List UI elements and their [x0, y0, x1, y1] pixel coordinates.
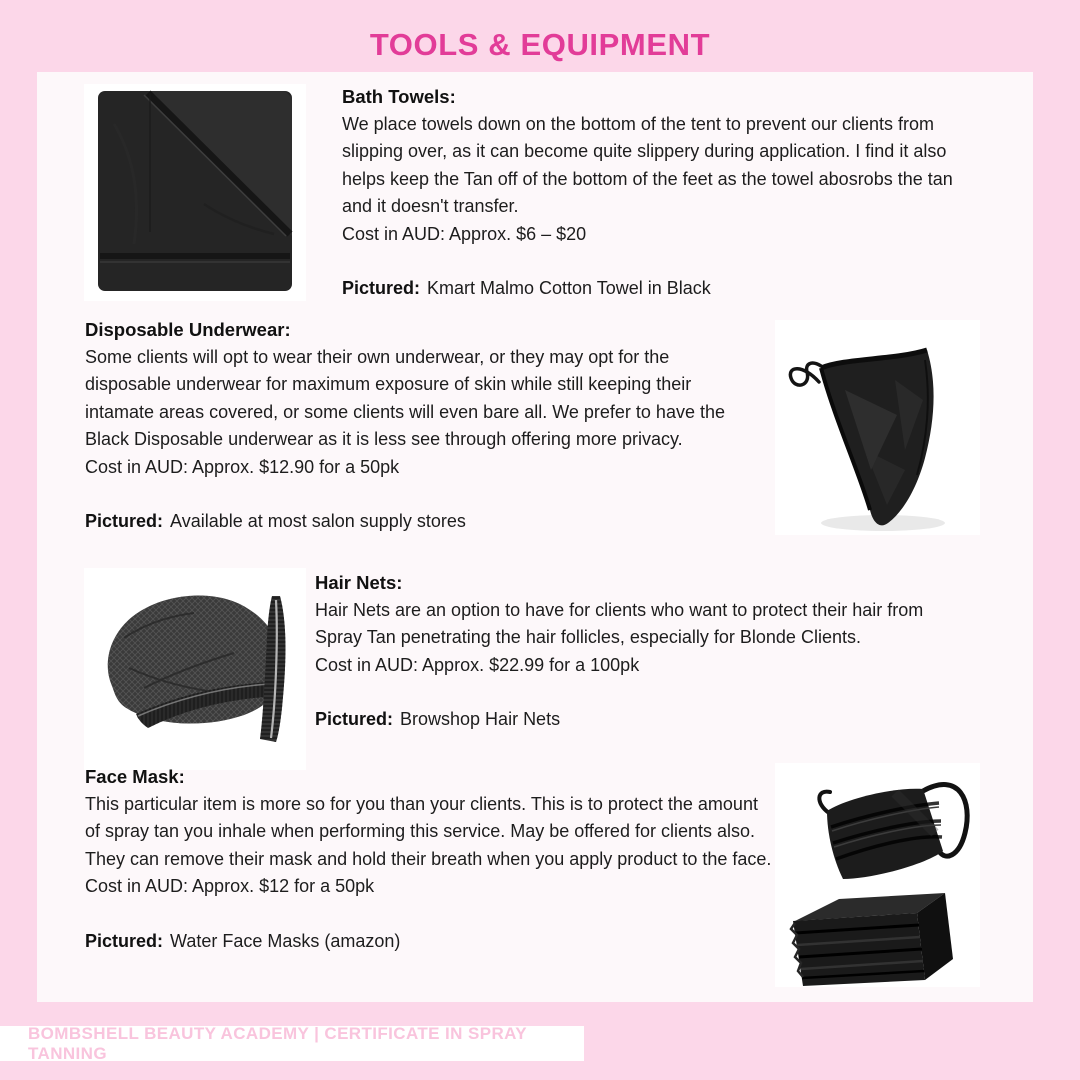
hair-net-illustration: [84, 568, 306, 770]
hair-nets-cost: Cost in AUD: Approx. $22.99 for a 100pk: [315, 654, 640, 675]
disposable-underwear-image: [775, 320, 980, 535]
hair-nets-heading: Hair Nets:: [315, 572, 403, 593]
bath-towels-heading: Bath Towels:: [342, 86, 456, 107]
footer-text: BOMBSHELL BEAUTY ACADEMY | CERTIFICATE IN SPRAY TANNING: [28, 1023, 527, 1063]
content-card: [37, 72, 1033, 1002]
disposable-underwear-illustration: [775, 320, 980, 535]
face-mask-cost: Cost in AUD: Approx. $12 for a 50pk: [85, 876, 375, 896]
disposable-underwear-heading: Disposable Underwear:: [85, 319, 291, 340]
section-hair-nets: [315, 569, 970, 734]
face-mask-body: This particular item is more so for you than your clients. This is to protect the amount of spray tan you inhale when performing this service. May be offered for clients also. They can remove their mask and hold their breath when you apply product to the face.: [85, 793, 772, 869]
section-face-mask: [85, 763, 773, 955]
disposable-underwear-cost: Cost in AUD: Approx. $12.90 for a 50pk: [85, 456, 400, 477]
bath-towels-pictured: Pictured: Kmart Malmo Cotton Towel in Black: [342, 278, 711, 298]
section-bath-towels: [342, 83, 966, 303]
page-title: TOOLS & EQUIPMENT: [369, 27, 711, 62]
hair-net-image: [84, 568, 306, 770]
disposable-underwear-body: Some clients will opt to wear their own underwear, or they may opt for the disposable underwear for maximum exposure of skin while still keeping their intamate areas covered, or some clients will even bare all. We prefer to have the Black Disposable underwear as it is less see through offering more privacy.: [85, 346, 725, 449]
bath-towels-body: We place towels down on the bottom of the tent to prevent our clients from slipping over, as it can become quite slippery during application. I find it also helps keep the Tan off of the bottom of the feet as the towel abosrobs the tan and it doesn't transfer.: [342, 113, 953, 216]
face-mask-heading: Face Mask:: [85, 766, 185, 787]
bath-towel-image: [84, 84, 306, 301]
hair-nets-body: Hair Nets are an option to have for clients who want to protect their hair from Spray Tan penetrating the hair follicles, especially for Blonde Clients.: [315, 599, 924, 647]
section-disposable-underwear: [85, 316, 747, 536]
face-masks-illustration: [775, 763, 980, 987]
face-mask-pictured: Pictured: Water Face Masks (amazon): [85, 930, 401, 951]
disposable-underwear-pictured: Pictured: Available at most salon supply stores: [85, 511, 466, 531]
hair-nets-pictured: Pictured: Browshop Hair Nets: [315, 709, 561, 729]
bath-towels-cost: Cost in AUD: Approx. $6 – $20: [342, 223, 587, 244]
face-masks-image: [775, 763, 980, 987]
bath-towel-illustration: [84, 84, 306, 301]
footer-ribbon: [0, 1023, 584, 1063]
